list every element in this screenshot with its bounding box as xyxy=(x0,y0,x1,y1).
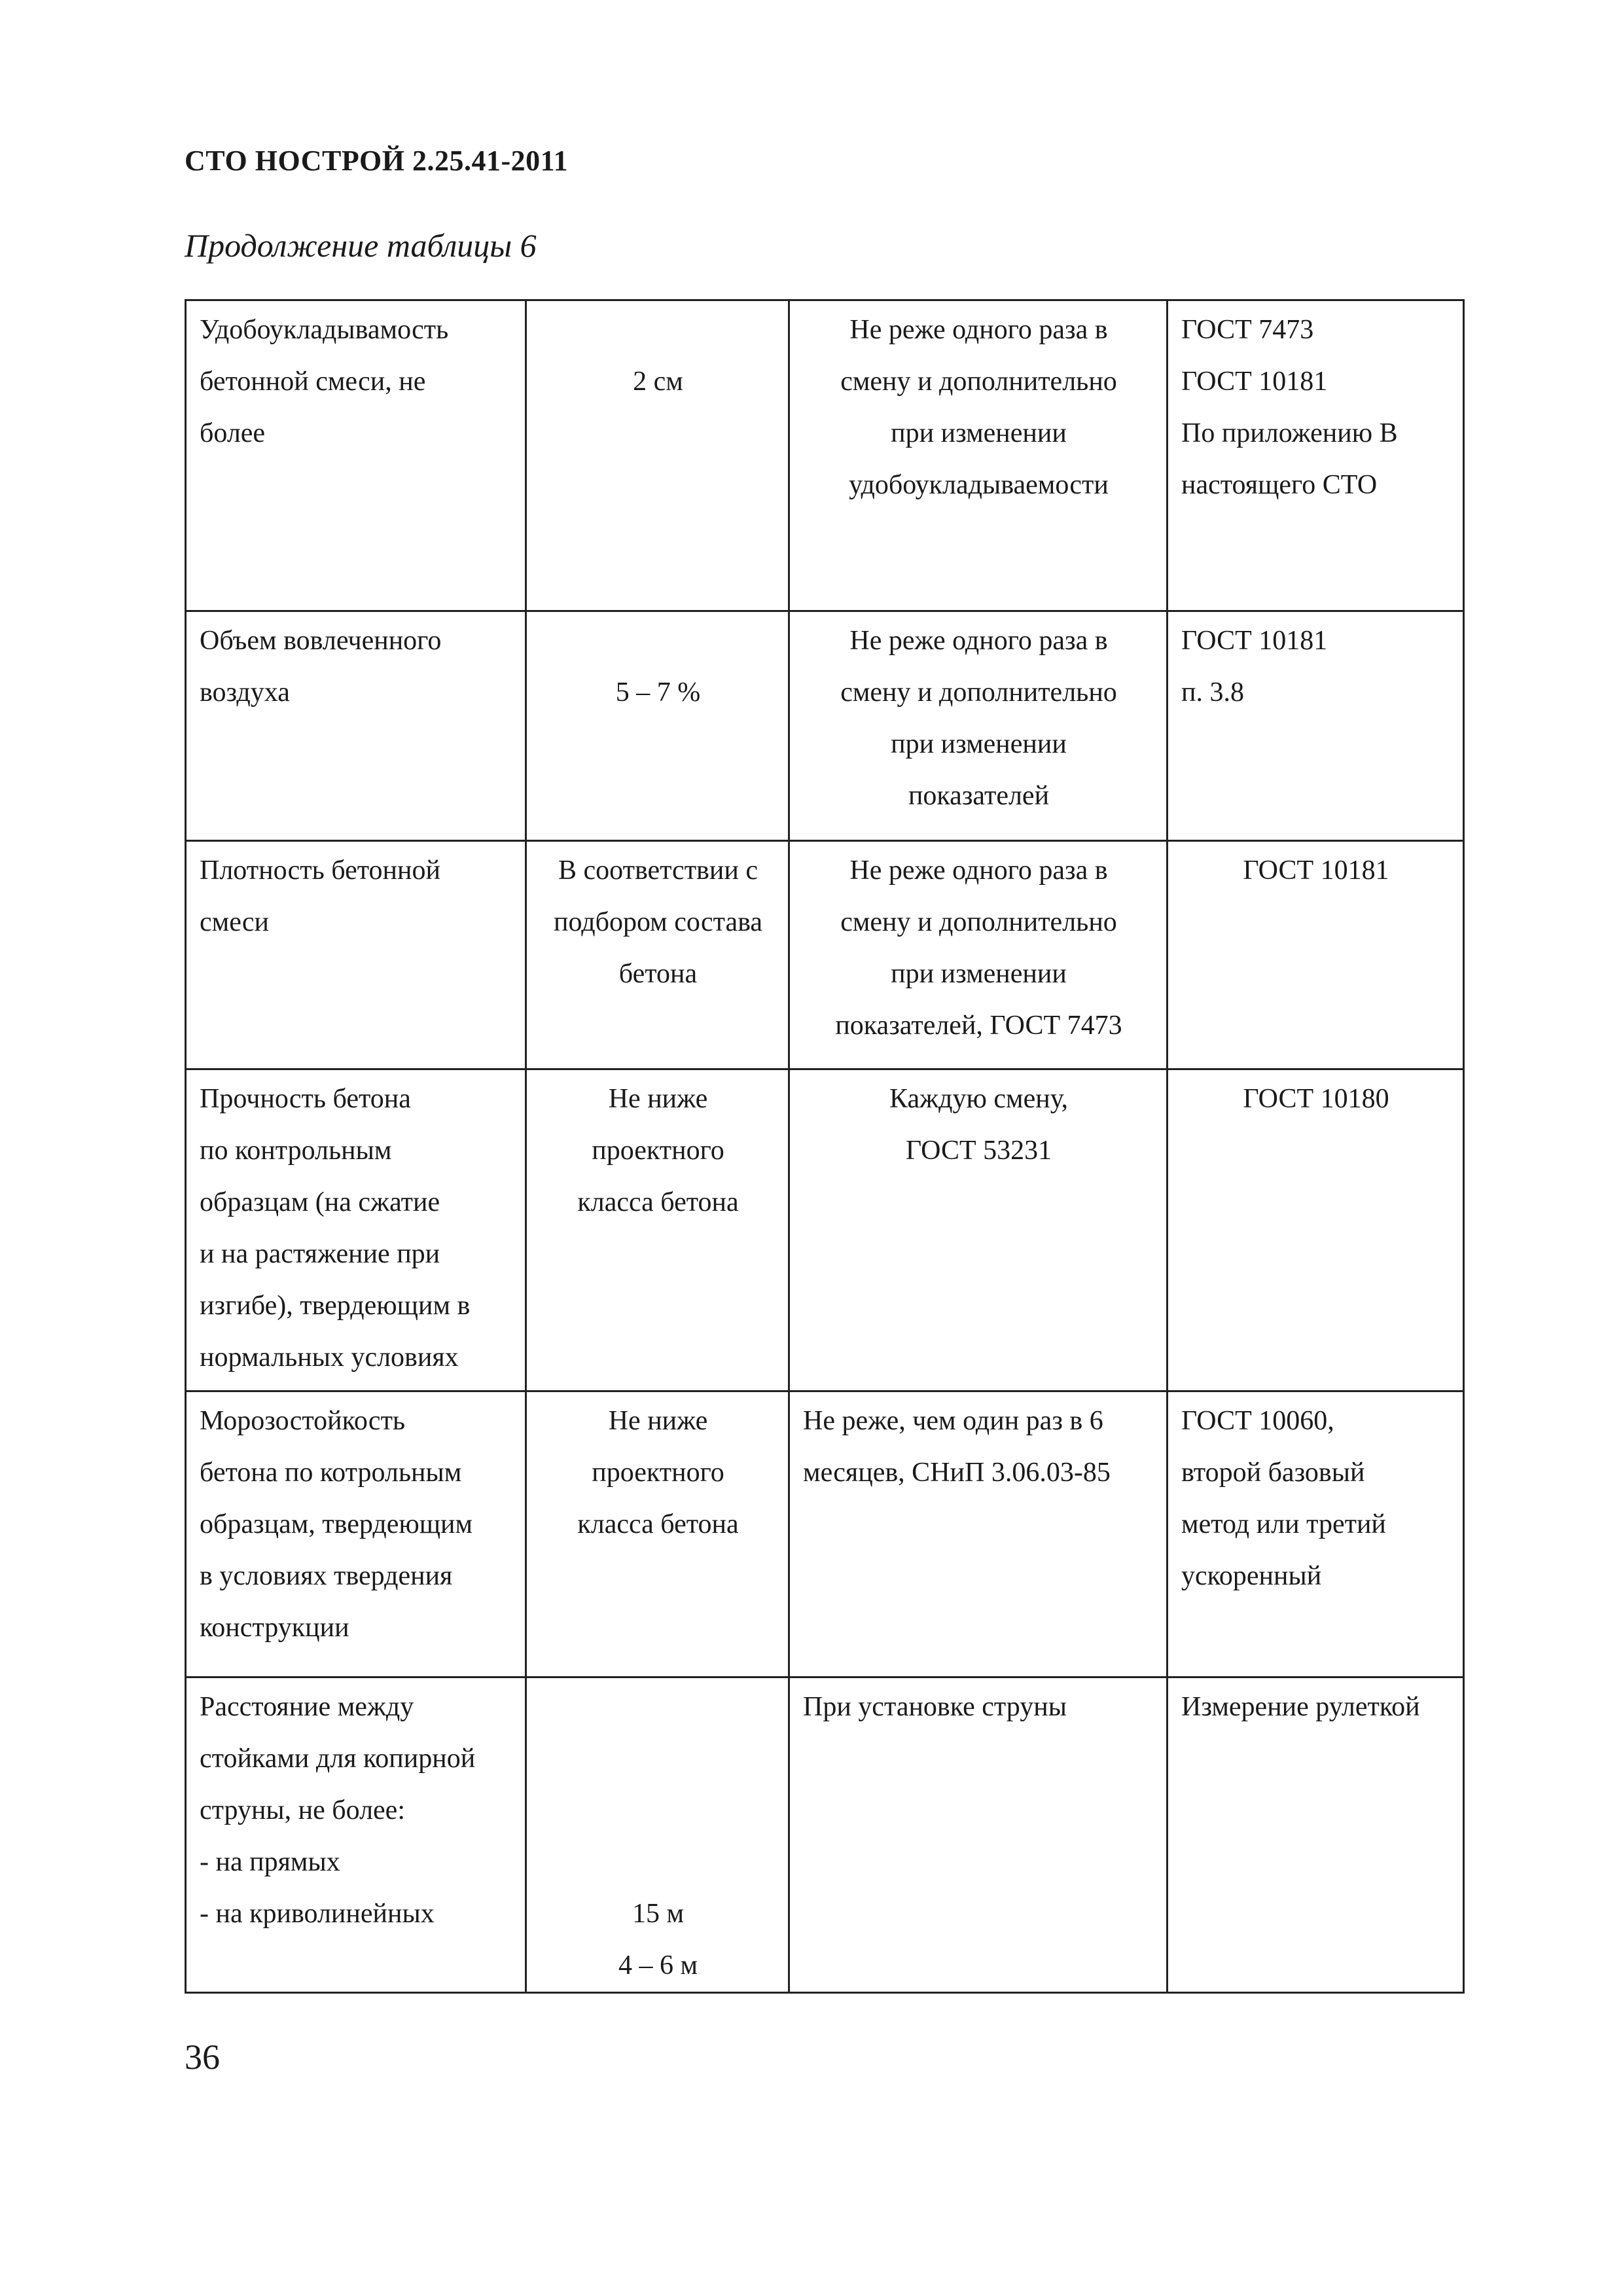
parameter-cell: Плотность бетонной смеси xyxy=(186,841,526,1069)
frequency-cell: Не реже одного раза в смену и дополнительно при изменении показателей xyxy=(789,611,1168,841)
document-code-header: СТО НОСТРОЙ 2.25.41-2011 xyxy=(185,145,569,177)
frequency-cell: При установке струны xyxy=(789,1677,1168,1993)
parameter-cell: Расстояние между стойками для копирной струны, не более: - на прямых - на криволинейных xyxy=(186,1677,526,1993)
table-row xyxy=(186,1677,1464,1993)
frequency-cell: Не реже, чем один раз в 6 месяцев, СНиП 3.06.03-85 xyxy=(789,1391,1168,1677)
page-number: 36 xyxy=(185,2037,220,2077)
value-text: 15 м 4 – 6 м xyxy=(618,1899,698,1981)
frequency-cell: Не реже одного раза в смену и дополнительно при изменении удобоукладываемости xyxy=(789,300,1168,611)
parameter-cell: Объем вовлеченного воздуха xyxy=(186,611,526,841)
value-cell xyxy=(526,611,789,841)
table-continuation-caption: Продолжение таблицы 6 xyxy=(185,227,537,264)
value-cell: Не ниже проектного класса бетона xyxy=(526,1391,789,1677)
value-cell: Не ниже проектного класса бетона xyxy=(526,1069,789,1391)
parameter-cell: Прочность бетона по контрольным образцам (на сжатие и на растяжение при изгибе), твердеющим в нормальных условиях xyxy=(186,1069,526,1391)
parameter-cell: Удобоукладывамость бетонной смеси, не более xyxy=(186,300,526,611)
table-row xyxy=(186,300,1464,611)
frequency-cell: Каждую смену, ГОСТ 53231 xyxy=(789,1069,1168,1391)
table-row xyxy=(186,611,1464,841)
frequency-cell: Не реже одного раза в смену и дополнительно при изменении показателей, ГОСТ 7473 xyxy=(789,841,1168,1069)
parameter-cell: Морозостойкость бетона по котрольным образцам, твердеющим в условиях твердения конструкции xyxy=(186,1391,526,1677)
value-cell xyxy=(526,1677,789,1993)
method-cell: ГОСТ 10181 xyxy=(1168,841,1464,1069)
table-row xyxy=(186,1069,1464,1391)
control-parameters-table xyxy=(185,299,1465,1994)
method-cell: ГОСТ 10181 п. 3.8 xyxy=(1168,611,1464,841)
table-row xyxy=(186,1391,1464,1677)
method-cell: Измерение рулеткой xyxy=(1168,1677,1464,1993)
method-cell: ГОСТ 7473 ГОСТ 10181 По приложению В настоящего СТО xyxy=(1168,300,1464,611)
method-cell: ГОСТ 10180 xyxy=(1168,1069,1464,1391)
value-cell xyxy=(526,300,789,611)
value-text: 5 – 7 % xyxy=(615,677,701,708)
table-row xyxy=(186,841,1464,1069)
value-cell: В соответствии с подбором состава бетона xyxy=(526,841,789,1069)
value-text: 2 см xyxy=(633,367,683,397)
method-cell: ГОСТ 10060, второй базовый метод или третий ускоренный xyxy=(1168,1391,1464,1677)
